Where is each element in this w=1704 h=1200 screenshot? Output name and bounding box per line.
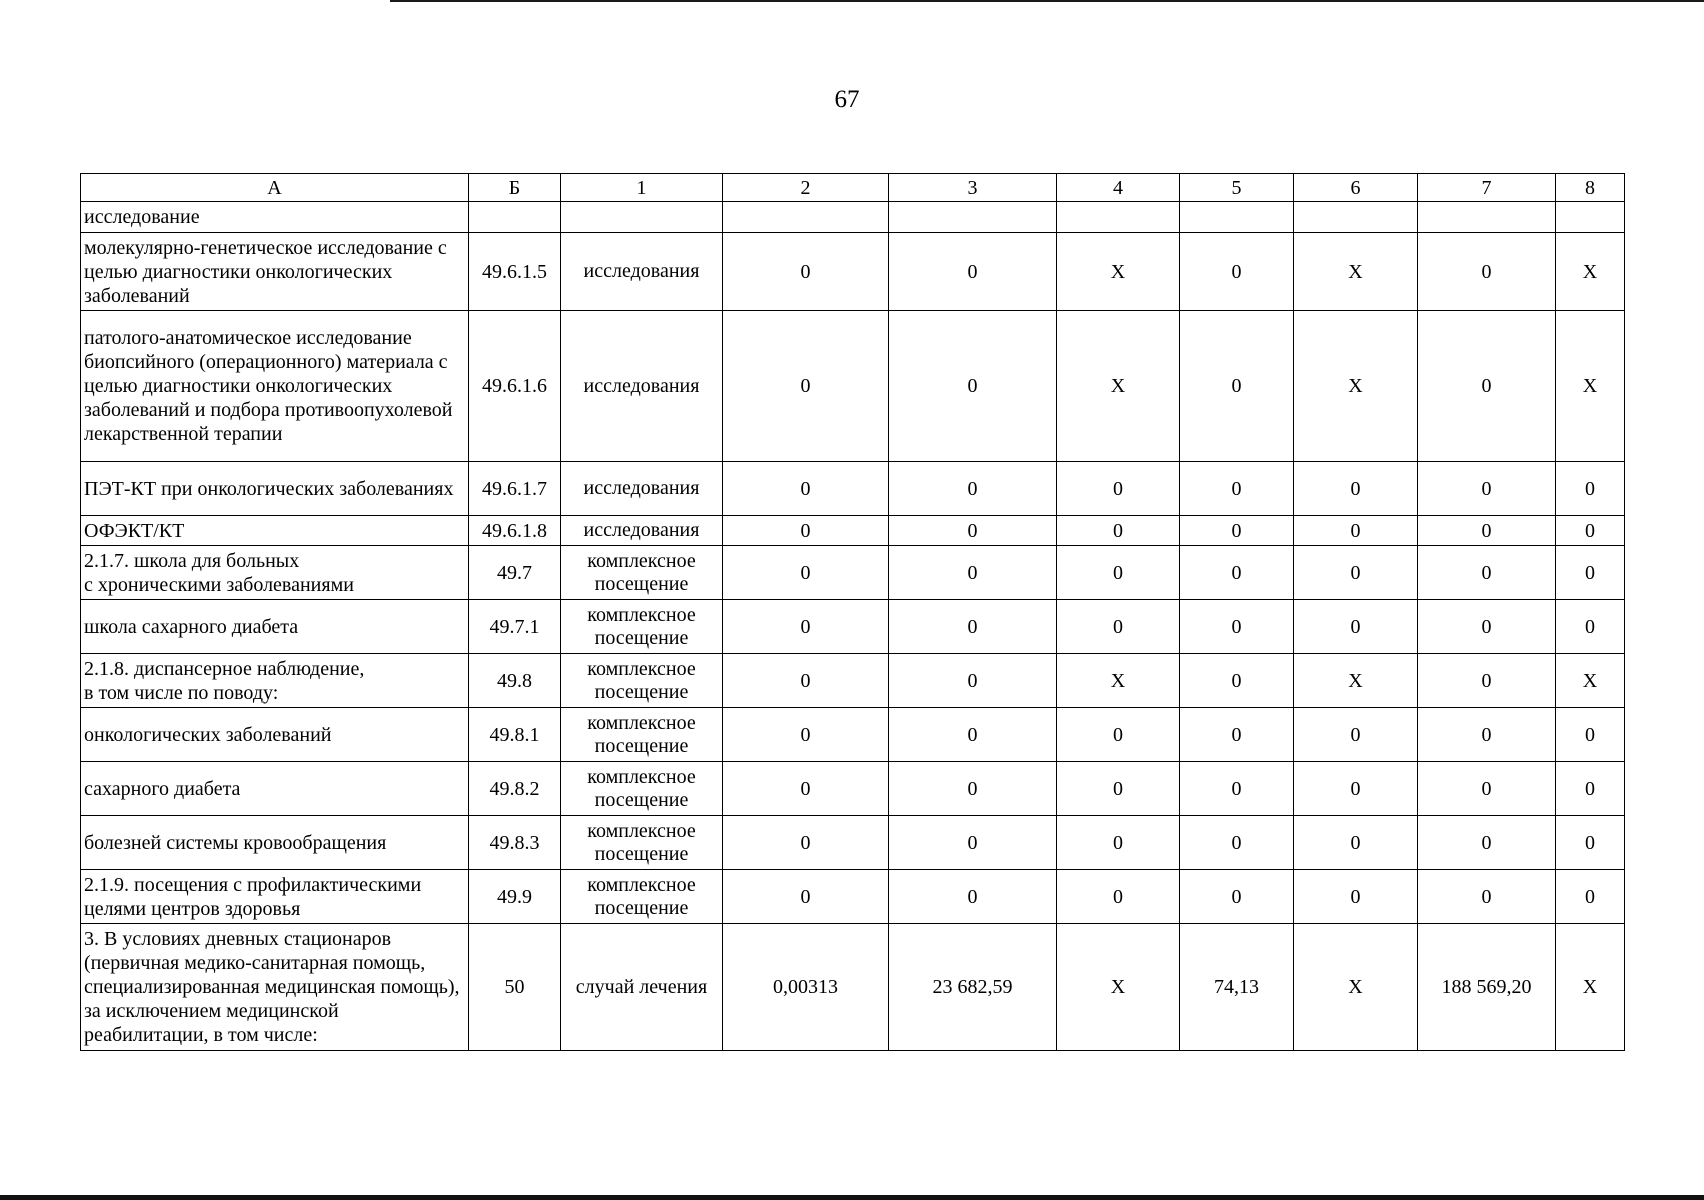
- cell-value: 0: [1294, 762, 1418, 816]
- table-row: [81, 816, 1625, 870]
- cell-value: 0: [1057, 516, 1180, 546]
- header-cell: 8: [1556, 174, 1625, 202]
- cell-value: 0: [1294, 462, 1418, 516]
- cell-value: 0: [723, 600, 889, 654]
- cell-value: 0: [889, 654, 1057, 708]
- cell-value: 0: [1418, 654, 1556, 708]
- cell-value: 0: [1294, 600, 1418, 654]
- cell-value: 0: [1180, 708, 1294, 762]
- cell-value: 0: [1057, 870, 1180, 924]
- cell-value: 0: [723, 546, 889, 600]
- cell-value: 0: [1556, 708, 1625, 762]
- cell-value: 0: [723, 816, 889, 870]
- row-unit: комплексное посещение: [561, 546, 723, 600]
- cell-value: [723, 202, 889, 233]
- cell-value: 0: [889, 762, 1057, 816]
- row-unit: комплексное посещение: [561, 762, 723, 816]
- cell-value: X: [1294, 311, 1418, 462]
- row-name: ОФЭКТ/КТ: [81, 516, 469, 546]
- table-row: [81, 546, 1625, 600]
- cell-value: [1180, 202, 1294, 233]
- header-row: [81, 174, 1625, 202]
- cell-value: 0: [1294, 816, 1418, 870]
- row-unit: исследования: [561, 462, 723, 516]
- cell-value: 0: [1556, 816, 1625, 870]
- table-row: [81, 600, 1625, 654]
- cell-value: 0: [1057, 462, 1180, 516]
- row-unit: исследования: [561, 516, 723, 546]
- cell-value: 0: [889, 462, 1057, 516]
- cell-value: 0: [1418, 816, 1556, 870]
- cell-value: 0: [1180, 311, 1294, 462]
- row-unit: комплексное посещение: [561, 816, 723, 870]
- page-number: 67: [834, 86, 860, 113]
- cell-value: 0: [723, 654, 889, 708]
- row-name: молекулярно-генетическое исследование с целью диагностики онкологических заболеваний: [81, 233, 469, 311]
- cell-value: 0: [1418, 462, 1556, 516]
- row-unit: случай лечения: [561, 924, 723, 1051]
- table-row: [81, 516, 1625, 546]
- cell-value: 0: [1180, 654, 1294, 708]
- cell-value: [1057, 202, 1180, 233]
- cell-value: 0: [723, 462, 889, 516]
- row-name: онкологических заболеваний: [81, 708, 469, 762]
- cell-value: [1294, 202, 1418, 233]
- cell-value: X: [1556, 924, 1625, 1051]
- cell-value: 0: [1418, 870, 1556, 924]
- row-code: 49.8.2: [469, 762, 561, 816]
- cell-value: 0: [1180, 816, 1294, 870]
- cell-value: 0: [1057, 600, 1180, 654]
- table-row: [81, 654, 1625, 708]
- cell-value: 0: [1057, 546, 1180, 600]
- table-row: [81, 233, 1625, 311]
- row-name: ПЭТ-КТ при онкологических заболеваниях: [81, 462, 469, 516]
- scan-edge-bottom: [0, 1195, 1704, 1200]
- cell-value: 0: [1418, 516, 1556, 546]
- row-code: 49.8.3: [469, 816, 561, 870]
- cell-value: 0: [1180, 870, 1294, 924]
- cell-value: 0: [1180, 462, 1294, 516]
- cell-value: 0: [1556, 762, 1625, 816]
- row-code: 49.6.1.8: [469, 516, 561, 546]
- cell-value: 0: [1418, 708, 1556, 762]
- cell-value: 0: [1556, 516, 1625, 546]
- header-cell: 7: [1418, 174, 1556, 202]
- cell-value: 0: [889, 311, 1057, 462]
- header-cell: 2: [723, 174, 889, 202]
- row-code: 49.7.1: [469, 600, 561, 654]
- cell-value: 0: [1556, 546, 1625, 600]
- row-code: 49.6.1.5: [469, 233, 561, 311]
- cell-value: [889, 202, 1057, 233]
- cell-value: 23 682,59: [889, 924, 1057, 1051]
- table-row: [81, 870, 1625, 924]
- cell-value: 0: [1556, 462, 1625, 516]
- cell-value: 0: [1180, 233, 1294, 311]
- row-unit: исследования: [561, 233, 723, 311]
- row-code: 49.6.1.6: [469, 311, 561, 462]
- row-unit: исследования: [561, 311, 723, 462]
- row-name: сахарного диабета: [81, 762, 469, 816]
- table-row: [81, 708, 1625, 762]
- table-row: [81, 924, 1625, 1051]
- cell-value: X: [1294, 924, 1418, 1051]
- row-unit: комплексное посещение: [561, 600, 723, 654]
- header-cell: 5: [1180, 174, 1294, 202]
- row-unit: комплексное посещение: [561, 708, 723, 762]
- cell-value: 0: [1057, 708, 1180, 762]
- cell-value: X: [1294, 654, 1418, 708]
- row-name: 3. В условиях дневных стационаров (первичная медико-санитарная помощь, специализированная медицинская помощь), за исключением медицинской реабилитации, в том числе:: [81, 924, 469, 1051]
- table-row: [81, 762, 1625, 816]
- cell-value: 188 569,20: [1418, 924, 1556, 1051]
- cell-value: 0: [723, 870, 889, 924]
- row-name: 2.1.7. школа для больных с хроническими заболеваниями: [81, 546, 469, 600]
- cell-value: 0: [1418, 600, 1556, 654]
- row-code: 49.7: [469, 546, 561, 600]
- row-name: школа сахарного диабета: [81, 600, 469, 654]
- row-name: 2.1.8. диспансерное наблюдение, в том числе по поводу:: [81, 654, 469, 708]
- cell-value: X: [1057, 654, 1180, 708]
- row-code: 49.8: [469, 654, 561, 708]
- row-code: 50: [469, 924, 561, 1051]
- cell-value: 0: [1418, 546, 1556, 600]
- cell-value: 0: [1057, 816, 1180, 870]
- cell-value: 0: [1057, 762, 1180, 816]
- cell-value: X: [1556, 233, 1625, 311]
- cell-value: 0: [889, 816, 1057, 870]
- row-code: 49.6.1.7: [469, 462, 561, 516]
- cell-value: 0: [1418, 233, 1556, 311]
- cell-value: X: [1556, 311, 1625, 462]
- cell-value: 0: [889, 546, 1057, 600]
- cell-value: 0: [1180, 762, 1294, 816]
- cell-value: 0: [723, 708, 889, 762]
- cell-value: 0: [889, 233, 1057, 311]
- row-code: 49.8.1: [469, 708, 561, 762]
- cell-value: 0: [1294, 870, 1418, 924]
- cell-value: 74,13: [1180, 924, 1294, 1051]
- header-cell: А: [81, 174, 469, 202]
- cell-value: X: [1057, 233, 1180, 311]
- cell-value: X: [1556, 654, 1625, 708]
- cell-value: 0: [1294, 546, 1418, 600]
- cell-value: 0: [1418, 311, 1556, 462]
- row-code: [469, 202, 561, 233]
- header-cell: 3: [889, 174, 1057, 202]
- row-name: патолого-анатомическое исследование биопсийного (операционного) материала с целью диагностики онкологических заболеваний и подбора противоопухолевой лекарственной терапии: [81, 311, 469, 462]
- header-cell: Б: [469, 174, 561, 202]
- table-row: [81, 202, 1625, 233]
- row-name: 2.1.9. посещения с профилактическими целями центров здоровья: [81, 870, 469, 924]
- cell-value: 0: [889, 600, 1057, 654]
- row-name: болезней системы кровообращения: [81, 816, 469, 870]
- cell-value: 0: [1556, 600, 1625, 654]
- row-code: 49.9: [469, 870, 561, 924]
- cell-value: 0: [723, 233, 889, 311]
- cell-value: 0: [1294, 516, 1418, 546]
- cell-value: X: [1057, 924, 1180, 1051]
- cell-value: [1418, 202, 1556, 233]
- cell-value: [1556, 202, 1625, 233]
- cell-value: 0: [1180, 600, 1294, 654]
- row-unit: [561, 202, 723, 233]
- header-cell: 4: [1057, 174, 1180, 202]
- cell-value: 0: [723, 516, 889, 546]
- cell-value: X: [1057, 311, 1180, 462]
- cell-value: 0,00313: [723, 924, 889, 1051]
- row-unit: комплексное посещение: [561, 870, 723, 924]
- cell-value: 0: [723, 311, 889, 462]
- table-row: [81, 311, 1625, 462]
- scan-edge-top: [390, 0, 1704, 2]
- cell-value: 0: [1180, 516, 1294, 546]
- row-name: исследование: [81, 202, 469, 233]
- header-cell: 1: [561, 174, 723, 202]
- cell-value: 0: [1294, 708, 1418, 762]
- cell-value: 0: [889, 870, 1057, 924]
- row-unit: комплексное посещение: [561, 654, 723, 708]
- cell-value: 0: [1180, 546, 1294, 600]
- table-row: [81, 462, 1625, 516]
- cell-value: 0: [889, 516, 1057, 546]
- data-table: [80, 173, 1625, 1051]
- cell-value: X: [1294, 233, 1418, 311]
- header-cell: 6: [1294, 174, 1418, 202]
- cell-value: 0: [1418, 762, 1556, 816]
- cell-value: 0: [889, 708, 1057, 762]
- cell-value: 0: [723, 762, 889, 816]
- cell-value: 0: [1556, 870, 1625, 924]
